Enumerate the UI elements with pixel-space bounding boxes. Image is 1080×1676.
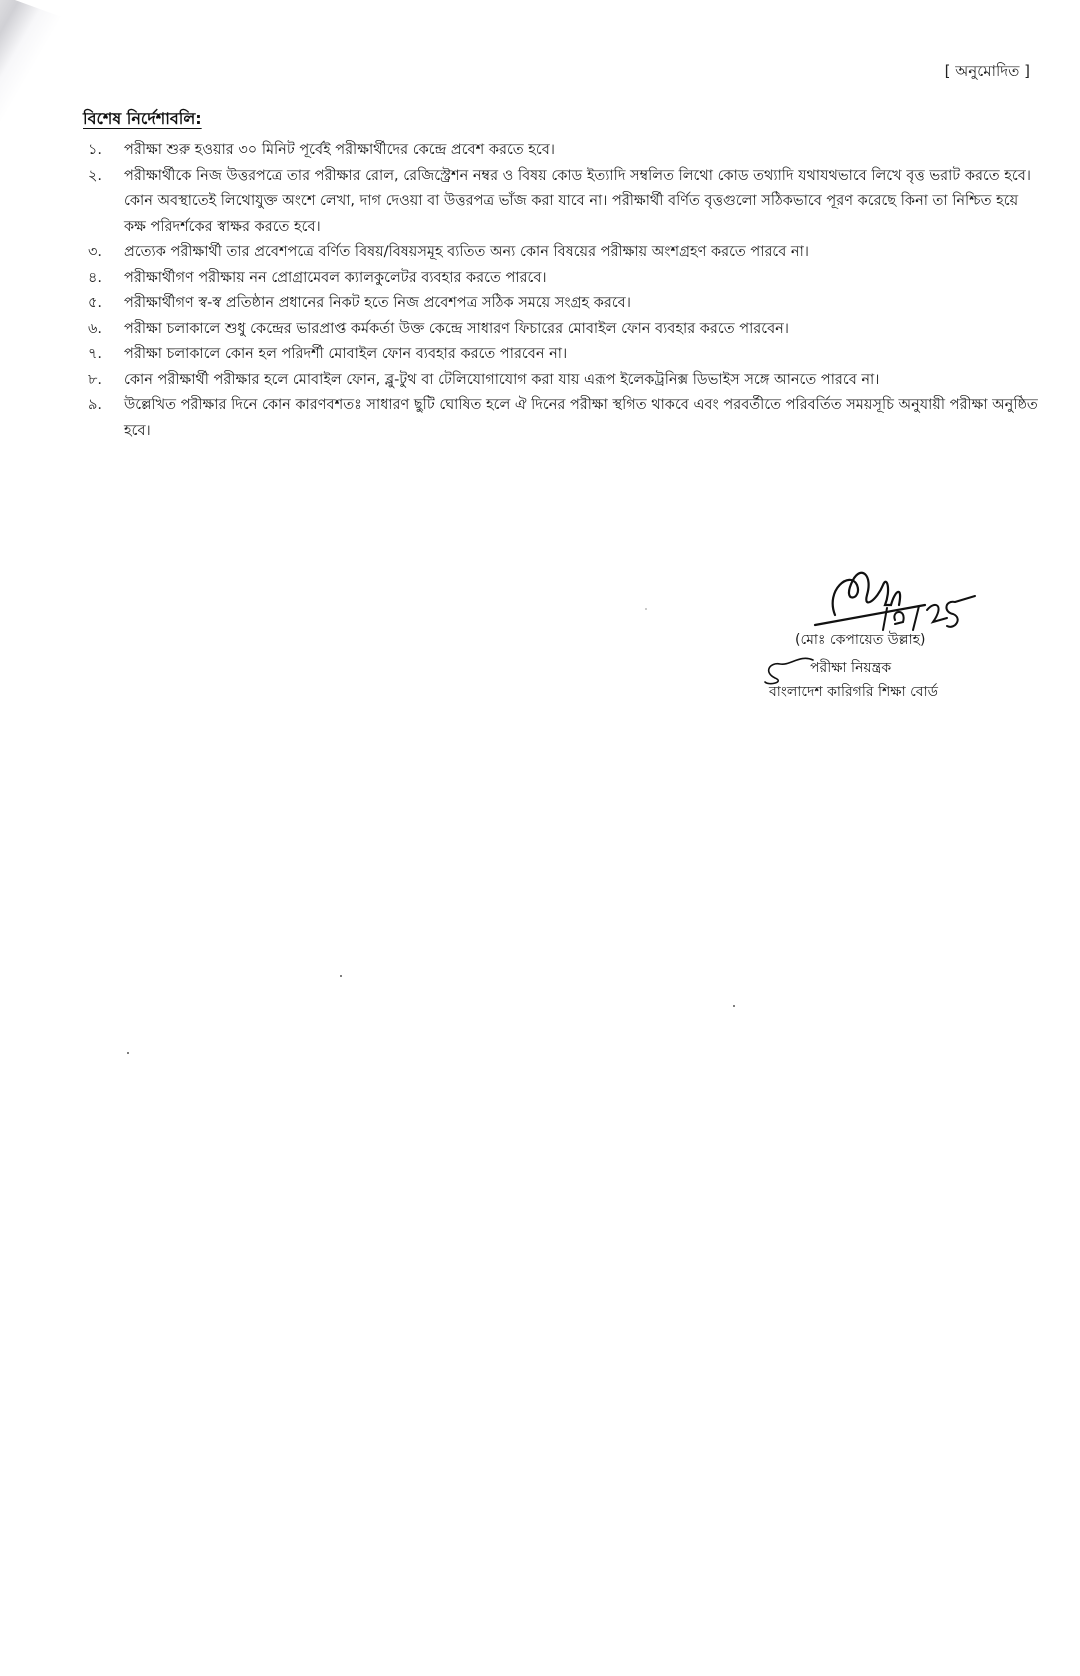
paper-speck: [645, 608, 647, 610]
instruction-text: কোন পরীক্ষার্থী পরীক্ষার হলে মোবাইল ফোন, ব্লু-টুথ বা টেলিযোগাযোগ করা যায় এরূপ ইলেকট্রনিক্স ডিভাইস সঙ্গে আনতে পারবে না।: [124, 371, 880, 388]
instruction-item: [88, 164, 1038, 241]
paper-speck: [733, 1005, 735, 1007]
paper-speck: [340, 975, 342, 977]
instruction-number: ৩.: [88, 244, 103, 260]
instruction-text: পরীক্ষার্থীকে নিজ উত্তরপত্রে তার পরীক্ষার রোল, রেজিস্ট্রেশন নম্বর ও বিষয় কোড ইত্যাদি সম্বলিত লিথো কোড তথ্যাদি যথাযথভাবে লিখে বৃত্ত ভরাট করতে হবে। কোন অবস্থাতেই লিথোযুক্ত অংশে লেখা, দাগ দেওয়া বা উত্তরপত্র ভাঁজ করা যাবে না। পরীক্ষার্থী বর্ণিত বৃত্তগুলো সঠিকভাবে পূরণ করেছে কিনা তা নিশ্চিত হয়ে কক্ষ পরিদর্শকের স্বাক্ষর করতে হবে।: [124, 167, 1031, 235]
instruction-text: পরীক্ষার্থীগণ স্ব-স্ব প্রতিষ্ঠান প্রধানের নিকট হতে নিজ প্রবেশপত্র সঠিক সময়ে সংগ্রহ করবে।: [124, 295, 631, 311]
paper-speck: [127, 1052, 129, 1054]
instruction-text: পরীক্ষা চলাকালে শুধু কেন্দ্রের ভারপ্রাপ্ত কর্মকর্তা উক্ত কেন্দ্রে সাধারণ ফিচারের মোবাইল ফোন ব্যবহার করতে পারবেন।: [124, 320, 789, 337]
paper-fold-shadow: [0, 0, 73, 209]
instruction-item: [88, 393, 1038, 444]
instruction-number: ৯.: [88, 397, 103, 413]
signatory-name: (মোঃ কেপায়েত উল্লাহ): [795, 632, 926, 648]
instruction-number: ৭.: [88, 346, 103, 362]
instruction-item: [88, 138, 1038, 164]
instruction-item: [88, 291, 1038, 317]
instruction-item: [88, 266, 1038, 292]
special-instructions-heading: বিশেষ নির্দেশাবলি:: [83, 109, 202, 128]
instruction-text: পরীক্ষা শুরু হওয়ার ৩০ মিনিট পূর্বেই পরীক্ষার্থীদের কেন্দ্রে প্রবেশ করতে হবে।: [124, 142, 555, 158]
instructions-list: [88, 138, 1038, 444]
instruction-item: [88, 240, 1038, 266]
signatory-organization: বাংলাদেশ কারিগরি শিক্ষা বোর্ড: [769, 684, 938, 700]
signatory-title: পরীক্ষা নিয়ন্ত্রক: [810, 660, 892, 676]
signature-block: [755, 560, 1035, 720]
instruction-number: ৪.: [88, 269, 103, 286]
instruction-number: ৮.: [88, 371, 103, 388]
instruction-number: ২.: [88, 167, 103, 184]
instruction-item: [88, 368, 1038, 394]
instruction-item: [88, 342, 1038, 368]
instruction-text: উল্লেখিত পরীক্ষার দিনে কোন কারণবশতঃ সাধারণ ছুটি ঘোষিত হলে ঐ দিনের পরীক্ষা স্থগিত থাকবে এবং পরবর্তীতে পরিবর্তিত সময়সূচি অনুযায়ী পরীক্ষা অনুষ্ঠিত হবে।: [124, 397, 1038, 439]
instruction-item: [88, 317, 1038, 343]
instruction-number: ৬.: [88, 320, 103, 337]
instruction-text: পরীক্ষার্থীগণ পরীক্ষায় নন প্রোগ্রামেবল ক্যালকুলেটর ব্যবহার করতে পারবে।: [124, 269, 547, 286]
instruction-text: প্রত্যেক পরীক্ষার্থী তার প্রবেশপত্রে বর্ণিত বিষয়/বিষয়সমূহ ব্যতিত অন্য কোন বিষয়ের পরীক্ষায় অংশগ্রহণ করতে পারবে না।: [124, 244, 809, 260]
instruction-number: ৫.: [88, 295, 103, 311]
instruction-text: পরীক্ষা চলাকালে কোন হল পরিদর্শী মোবাইল ফোন ব্যবহার করতে পারবেন না।: [124, 346, 568, 362]
instruction-number: ১.: [88, 142, 103, 158]
approved-label: [ অনুমোদিত ]: [944, 62, 1030, 80]
